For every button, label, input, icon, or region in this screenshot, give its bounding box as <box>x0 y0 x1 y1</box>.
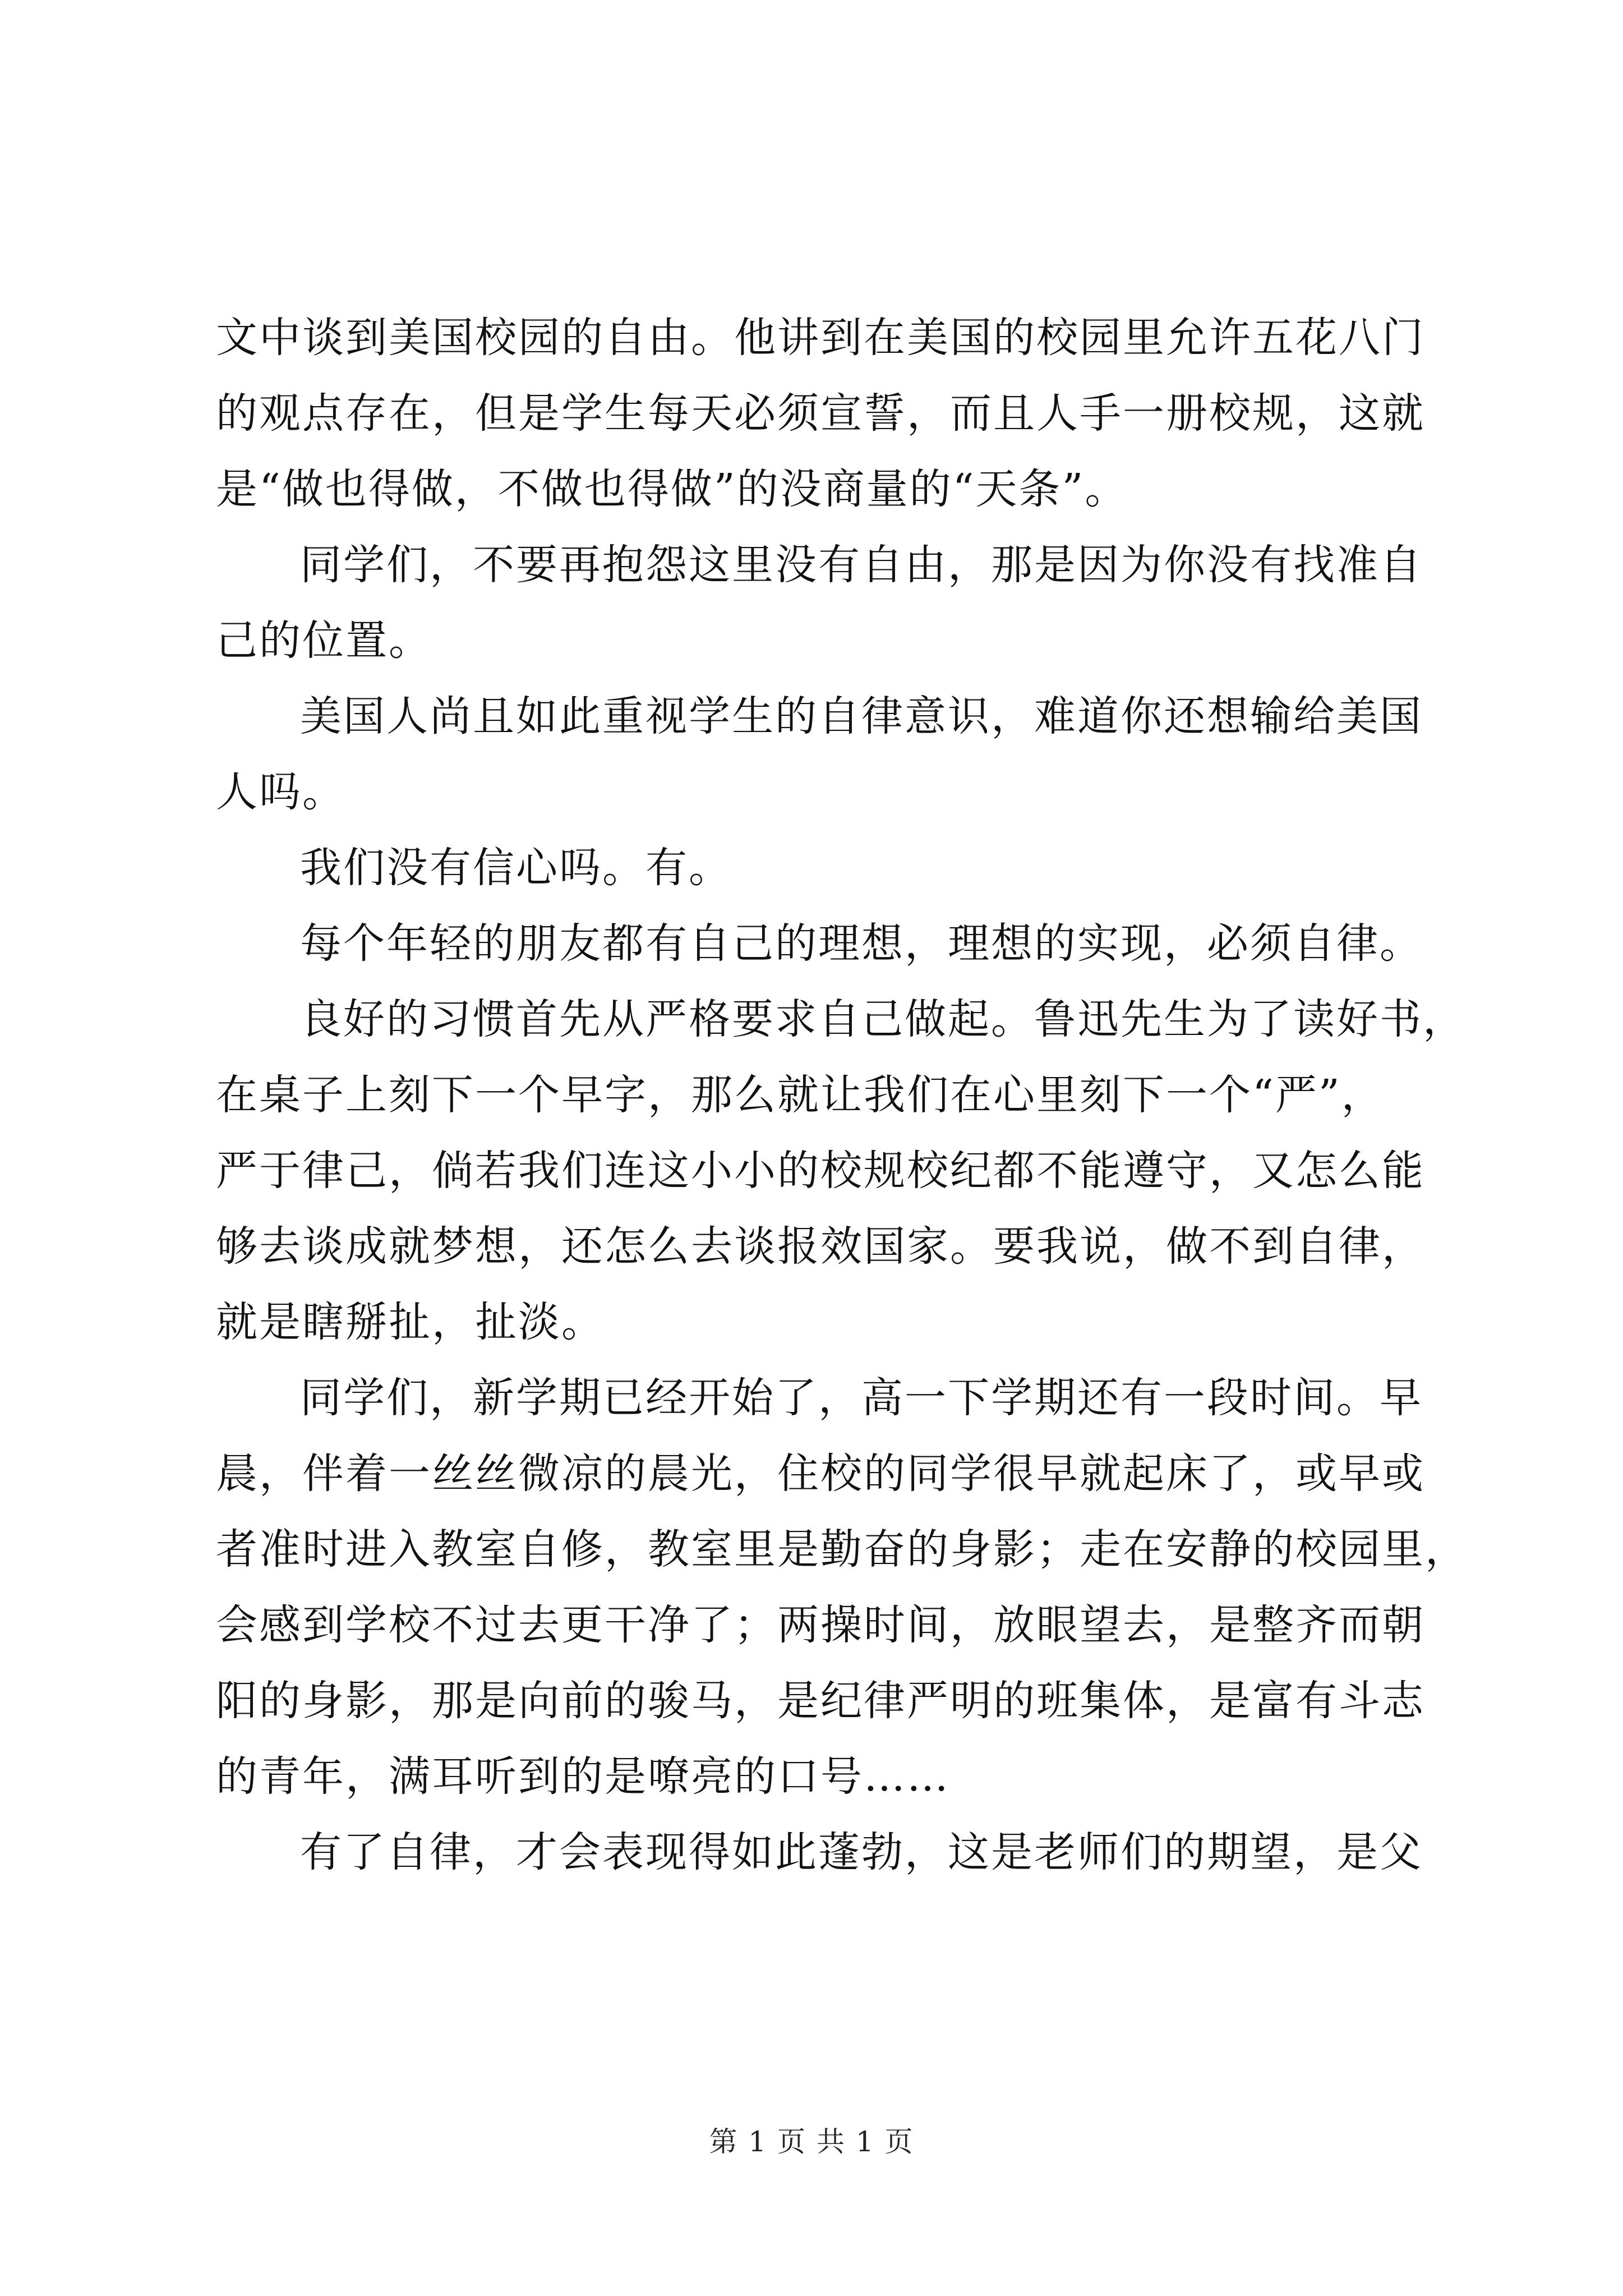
paragraph-start-line: 有了自律，才会表现得如此蓬勃，这是老师们的期望，是父 <box>300 1828 1423 1876</box>
paragraph-start-line: 良好的习惯首先从严格要求自己做起。鲁迅先生为了读好书， <box>300 995 1466 1043</box>
text-line: 在桌子上刻下一个早字，那么就让我们在心里刻下一个“严”， <box>216 1071 1385 1119</box>
text-line: 的观点存在，但是学生每天必须宣誓，而且人手一册校规，这就 <box>216 389 1425 438</box>
text-line: 严于律己，倘若我们连这小小的校规校纪都不能遵守，又怎么能 <box>216 1147 1425 1195</box>
text-line: 是“做也得做，不做也得做”的没商量的“天条”。 <box>216 465 1128 513</box>
text-line: 够去谈成就梦想，还怎么去谈报效国家。要我说，做不到自律， <box>216 1222 1425 1271</box>
paragraph-start-line: 我们没有信心吗。有。 <box>300 844 732 892</box>
page-footer: 第 1 页 共 1 页 <box>709 2125 914 2158</box>
text-line: 的青年，满耳听到的是嘹亮的口号…… <box>216 1752 950 1801</box>
paragraph-start-line: 美国人尚且如此重视学生的自律意识，难道你还想输给美国 <box>300 692 1423 740</box>
text-line: 者准时进入教室自修，教室里是勤奋的身影；走在安静的校园里， <box>216 1525 1468 1573</box>
text-line: 人吗。 <box>216 768 345 816</box>
text-line: 就是瞎掰扯，扯淡。 <box>216 1298 605 1346</box>
text-line: 文中谈到美国校园的自由。他讲到在美国的校园里允许五花八门 <box>216 314 1425 362</box>
text-line: 晨，伴着一丝丝微凉的晨光，住校的同学很早就起床了，或早或 <box>216 1450 1425 1498</box>
text-line: 阳的身影，那是向前的骏马，是纪律严明的班集体，是富有斗志 <box>216 1677 1425 1725</box>
text-line: 会感到学校不过去更干净了；两操时间，放眼望去，是整齐而朝 <box>216 1601 1425 1649</box>
paragraph-start-line: 同学们，新学期已经开始了，高一下学期还有一段时间。早 <box>300 1374 1423 1422</box>
paragraph-start-line: 同学们，不要再抱怨这里没有自由，那是因为你没有找准自 <box>300 541 1423 589</box>
text-line: 己的位置。 <box>216 616 432 665</box>
document-body <box>216 300 1468 1890</box>
paragraph-start-line: 每个年轻的朋友都有自己的理想，理想的实现，必须自律。 <box>300 919 1423 968</box>
